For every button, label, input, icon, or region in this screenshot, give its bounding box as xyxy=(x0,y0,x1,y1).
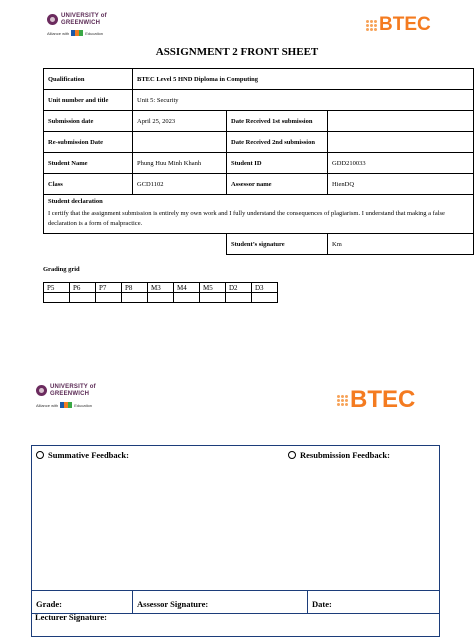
received-2nd-value xyxy=(328,132,474,153)
table-row xyxy=(44,174,474,195)
btec-dots-icon xyxy=(337,395,348,406)
grade-signature-row xyxy=(31,590,440,614)
grade-header: D3 xyxy=(252,283,278,293)
grade-cell xyxy=(96,293,122,303)
grading-grid xyxy=(43,282,278,303)
grade-cell xyxy=(174,293,200,303)
student-name-value: Phung Huu Minh Khanh xyxy=(133,153,227,174)
table-row xyxy=(44,234,474,255)
table-row xyxy=(44,132,474,153)
grade-header: P6 xyxy=(70,283,96,293)
table-row xyxy=(44,111,474,132)
alliance-line xyxy=(36,402,96,408)
qualification-value: BTEC Level 5 HND Diploma in Computing xyxy=(133,69,474,90)
btec-logo xyxy=(366,14,431,36)
signature-label: Student’s signature xyxy=(227,234,328,255)
unit-label: Unit number and title xyxy=(44,90,133,111)
declaration-heading: Student declaration xyxy=(48,198,103,205)
signature-value: Km xyxy=(328,234,474,255)
table-row xyxy=(44,195,474,234)
class-value: GCD1102 xyxy=(133,174,227,195)
lecturer-signature-label: Lecturer Signature: xyxy=(35,612,108,622)
qualification-label: Qualification xyxy=(44,69,133,90)
university-line2: GREENWICH xyxy=(61,20,101,26)
university-logo xyxy=(47,13,107,36)
grading-header-row xyxy=(44,283,278,293)
submission-date-label: Submission date xyxy=(44,111,133,132)
summative-feedback-heading xyxy=(36,450,129,460)
grade-header: D2 xyxy=(226,283,252,293)
received-1st-value xyxy=(328,111,474,132)
assessor-signature-label: Assessor Signature: xyxy=(133,591,308,613)
grade-cell xyxy=(70,293,96,303)
resubmission-date-value xyxy=(133,132,227,153)
fpt-logo-icon xyxy=(71,30,83,36)
submission-date-value: April 25, 2023 xyxy=(133,111,227,132)
class-label: Class xyxy=(44,174,133,195)
grade-cell xyxy=(122,293,148,303)
student-name-label: Student Name xyxy=(44,153,133,174)
fpt-logo-icon xyxy=(60,402,72,408)
front-sheet-table xyxy=(43,68,474,255)
grade-header: P8 xyxy=(122,283,148,293)
student-id-label: Student ID xyxy=(227,153,328,174)
greenwich-crest-icon xyxy=(36,385,47,396)
assessor-value: HienDQ xyxy=(328,174,474,195)
grade-cell xyxy=(226,293,252,303)
resubmission-feedback-label: Resubmission Feedback: xyxy=(300,450,390,460)
alliance-prefix: Alliance with xyxy=(47,30,70,36)
grade-header: M5 xyxy=(200,283,226,293)
alliance-line xyxy=(47,30,107,36)
university-line1: UNIVERSITY of xyxy=(50,384,96,390)
grade-header: M4 xyxy=(174,283,200,293)
gear-icon xyxy=(288,451,296,459)
date-label: Date: xyxy=(312,599,332,609)
grade-header: M3 xyxy=(148,283,174,293)
greenwich-crest-icon xyxy=(47,14,58,25)
declaration-cell xyxy=(44,195,474,234)
signature-spacer xyxy=(44,234,227,255)
alliance-prefix: Alliance with xyxy=(36,402,59,408)
alliance-suffix: Education xyxy=(85,30,104,36)
btec-wordmark: BTEC xyxy=(379,14,431,35)
university-line1: UNIVERSITY of xyxy=(61,13,107,19)
resubmission-feedback-heading xyxy=(288,450,390,460)
btec-wordmark: BTEC xyxy=(350,386,416,413)
unit-value: Unit 5: Security xyxy=(133,90,474,111)
grade-cell xyxy=(252,293,278,303)
gear-icon xyxy=(36,451,44,459)
page-title: ASSIGNMENT 2 FRONT SHEET xyxy=(155,46,319,58)
university-logo-2 xyxy=(36,384,96,408)
grading-mark-row xyxy=(44,293,278,303)
assessor-label: Assessor name xyxy=(227,174,328,195)
grade-header: P5 xyxy=(44,283,70,293)
btec-logo-2 xyxy=(337,386,415,414)
university-line2: GREENWICH xyxy=(50,391,90,397)
grading-grid-title: Grading grid xyxy=(43,266,80,273)
table-row xyxy=(44,69,474,90)
grade-cell xyxy=(148,293,174,303)
btec-dots-icon xyxy=(366,20,377,31)
received-2nd-label: Date Received 2nd submission xyxy=(227,132,328,153)
grade-cell xyxy=(44,293,70,303)
summative-feedback-label: Summative Feedback: xyxy=(48,450,129,460)
grade-label: Grade: xyxy=(32,591,133,613)
grade-cell xyxy=(200,293,226,303)
resubmission-date-label: Re-submission Date xyxy=(44,132,133,153)
student-id-value: GDD210033 xyxy=(328,153,474,174)
table-row xyxy=(44,153,474,174)
alliance-suffix: Education xyxy=(74,402,93,408)
received-1st-label: Date Received 1st submission xyxy=(227,111,328,132)
declaration-text: I certify that the assignment submission is entirely my own work and I fully understand the consequences of plagiarism. I understand that making a false declaration is a form of malpractice. xyxy=(48,210,445,227)
grade-header: P7 xyxy=(96,283,122,293)
table-row xyxy=(44,90,474,111)
